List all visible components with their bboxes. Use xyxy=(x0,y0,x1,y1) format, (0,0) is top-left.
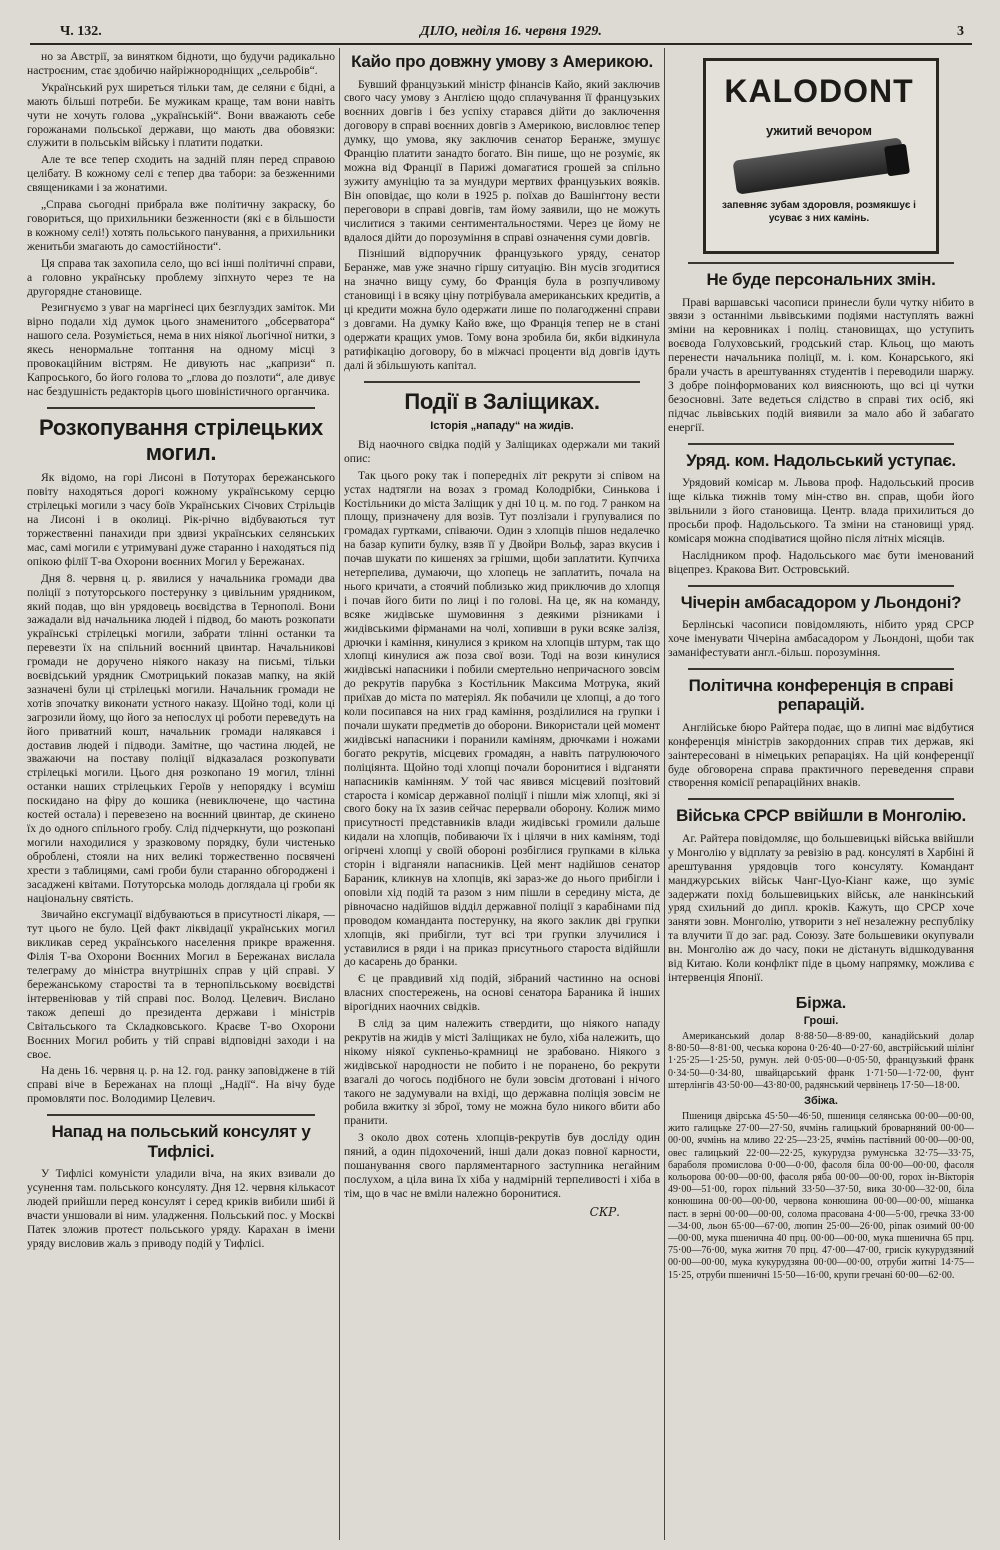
article-separator xyxy=(688,262,954,264)
paragraph: Так цього року так і попередніх літ рекрути зі співом на устах надтягли на возах з громад Колодрібки, Синькова і Костільники до міста Заліщик у дні 10 ц. м. по год. 7 ранком на площу, призначену для возів. Тут позлізали і групувалися по громадах гуртками, співаючи. Один з хлопців пішов недалечко на базар купити булку, взяв її у Двойри Вольф, зараз вкусив і почав шукати по кишенях за грішми, щоби заплатити. Купчиха нетерпелива, думаючи, що хлопець не заплатить, почала на нього кричати, а стоячий поблизько жид приключив до хлопця і почав його бити по лиці і по голові. На це, як на команду, всяке жидівське шумовиння з деякими різниками і жидівськими фірманами на чолі, хопивши в руки всяке залізя, дрючки і каміння, кинулися з криком на хлопців штурм, так що хлопці кинулися аж поза свої вози. Тоді на вози кинулися жидівські напасники і побили смертельно непричасного зовсім до рекрутів парубка з Костільник Максима Мотрука, який приїхав до міста по матеріял. Як побачили це хлопці, а до того коли посипався на них град каміння, розділилися на групки і почали шукати предметів до оборони. Використали цей момент жидівські напасники і поранили каміням, дрючками і ножами богато рекрутів, місцевих громадян, а навіть патрулюючого поліціянта. Щойно тоді хлопці почали боронитися і відганяти напасників камінням. У той час явився місцевий позітовий староста і комісар державної поліції і пішли між хлопці, які зі свого боку на їх зазив сейчас перервали оборону. Колиж мимо присутності представників влади жидівські громили дальше кидали на хлопців, побиваючи їх і цілячи в них каміням, тоді огірчені хлопці у своїй обороні розбіглися групками в кілька сторін і відганяли напасників. Цей мент надійшов сенатор Бараник, кликнув на хлопців, які зараз-же до нього прибігли і оповіли хід подій та разом з ним пішли в середину міста, де рівночасно надійшов відділ державної поліції з карабінами під проводом команданта постерунку, на якого заклик дві групки хлопців, які прибігли, тут всі три групки злучилися і уставилися в ряди і на приказ присутнього староста відійшли до касарень до бранки. xyxy=(344,468,660,969)
paragraph: но за Австрії, за винятком бідноти, що будучи радикально настроєним, стає здобичю найріжнородніщих „сельробів“. xyxy=(27,50,335,77)
paragraph: Але те все тепер сходить на задній плян перед справою целібату. В кожному селі є тепер два табори: за безженними священиками і за жонатими. xyxy=(27,153,335,195)
paragraph: Ця справа так захопила село, що всі інші політичні справи, а головно українську проблему зіпхнуто через те на другорядне становище. xyxy=(27,256,335,298)
headline-tiflis: Напад на польський консулят у Тифлісі. xyxy=(51,1122,311,1161)
column-rule xyxy=(664,48,665,1540)
paragraph: Є це правдивий хід подій, зібраний частинно на основі власних спостережень, на основі сенатора Бараника й інших вірогідних наочних свідків. xyxy=(344,972,660,1014)
article-separator xyxy=(364,381,640,383)
masthead-date: ДІЛО, неділя 16. червня 1929. xyxy=(420,24,602,39)
subheadline: Історія „нападу“ на жидів. xyxy=(430,419,574,432)
paragraph: Наслідником проф. Надольського має бути іменований віцепрез. Кракова Вит. Островський. xyxy=(668,548,974,576)
signature: СКР. xyxy=(589,1204,620,1219)
header-rule xyxy=(30,43,972,45)
headline-mongolia: Війська СРСР ввійшли в Монголію. xyxy=(676,806,966,826)
paragraph: Пізніший відпоручник французького уряду, сенатор Беранже, мав уже значно гіршу ситуацію. Він мусів згодитися на значно вищу суму, бо Франція була в розпучливому становищі і в всяку ціну потрібувала американських кредитів, а ці кредити можна було одержати лише по полагодженні справи з довгами. На думку Кайо вже, що Франція тепер не в стані одержати кращих умов. Тому вона зробила би, якби відкинула ратифікацію договору, бо в міжчасі проценти від довгів ідуть далі й збільшують капітал. xyxy=(344,247,660,372)
ad-footer: запевняє зубам здоровля, розмякшує і усуває з них камінь. xyxy=(722,200,916,224)
page-header xyxy=(30,22,972,44)
article-separator xyxy=(688,443,954,445)
bourse-title: Біржа. xyxy=(795,994,847,1012)
paragraph: Бувший французький міністр фінансів Кайо, який заключив свого часу умову з Англією щодо сплачування її французьких воєнних довгів і без успіху старався дійти до заключення договору в справі воєнних довгів з Америкою, висловлює тепер думку, що умова, яку заключив сенатор Беранже, змушує Францію платити занадто богато. Він пише, що не розуміє, як можна від Франції в Парижі домагатися грошей за спільно зужиту амуніцію та за мундури мертвих французьких вояків. Він оповідає, що коли в 1925 р. поїхав до Вашінґтону вести переговори в справі довгів, там йому заявили, що не можуть числитися з такими сентиментальностями. Через це йому не вдалося дійти до порозуміння в справі означення суми довгів. xyxy=(344,77,660,244)
bourse-money-heading: Гроші. xyxy=(803,1014,839,1027)
paragraph: Звичайно ексгумації відбуваються в присутності лікаря, — тут цього не було. Цей факт ліквідації українських могил викликав серед українського населення прикре враження. Філія Т-ва Охорони Воєнних Могил в Бережанах вислала телеграму до міністра внутрішніх справ у цій справі. У бережанському старостві та в тернопільському воєвідстві інтервеніював у тій справі пос. Волод. Целевич. Вислано також депеші до президента держави і міністрів Світальського та Складковського. Краєве Т-во Охорони Воєнних Могил робить у тій справі відповідні заходи і на своє. xyxy=(27,908,335,1061)
ad-logo: KALODONT xyxy=(724,73,914,109)
article-separator xyxy=(688,798,954,800)
ad-tagline: ужитий вечором xyxy=(765,123,873,138)
paragraph: У Тифлісі комуністи уладили віча, на яких взивали до усунення там. польського консуляту. Дня 12. червня кількасот людей прийшли перед консулят і серед криків вибили шибі й вчасти уншовали ві ним. уладження. Польський пос. у Москві Патек зложив протест польського уряду. Карахан в імени уряду висловив жаль з приводу подій у Тифлісі. xyxy=(27,1167,335,1250)
paragraph: Резигнуємо з уваг на маргінесі цих безглуздих заміток. Ми вірно подали хід думок цього знаменитого „обсерватора“ нашого села. Розуміється, нема в них ніякої льогічної нитки, з якесь ненормальне топтання на одному місці з провокаційним вістрям. Не дивують нас „капризи“ п. Капроського, бо його голова то „глова до позлоти“, але дивує нас бездушність редакторів цього шовіністичного органчика. xyxy=(27,301,335,398)
paragraph: Урядовий комісар м. Львова проф. Надольський просив іще кілька тижнів тому мін-ство вн. справ, щоби його звільнили з його становища. Центр. влада прихилиться до просьби проф. Надольського. Та зміни на становищі уряд. комісаря можна сподіватися щойно після літніх місяців. xyxy=(668,476,974,545)
article-separator xyxy=(688,668,954,670)
column-3 xyxy=(668,50,974,1540)
paragraph: Англійське бюро Райтера подає, що в липні має відбутися конференція міністрів закордонних справ тих держав, які заінтересовані в німецьких репараціях. На цій конференції буде обговорена справа практичного переведення справи створення комісії репараційних внаків. xyxy=(668,720,974,790)
paragraph: Дня 8. червня ц. р. явилися у начальника громади два поліції з потуторського постерунку з цивільним урядником, який подав, що він урядовець воєвідства в Тернополі. Вони зажадали від начальника людей і підвод, бо мають розкопати українські стрілецькі могили, забрати тлінні останки та перевезти їх на спільний воєнний цвинтар. Начальникові громади не доручено ніякого наказу на письмі, тільки воєвідський урядник Смотрицький показав мапку, на якій зазначені були ці стрілецькі могили. Начальник громади не хотів зпочатку виконати устного наказу. Щойно тоді, коли ці загрозили йому, що його за непослух ці роботи переведуть на його приватний кошт, начальник громади налякався і доставив людей і підводи. Замітне, що частина людей, не зважаючи на поставу поліції відказалася розкопувати стрілецькі могили. Цього дня розкопано 19 могил, тлінні останки наших стрілецьких Героїв у непорядку і всуміш поскидано на фіру до кошика (невиключене, що частина костей остала) і перевезено на воєнний цвинтар, де скинено їх до одного спільного гробу. Слід підчеркнути, що розкопані могили находилися у зразковому порядку, були чистенько оброблені, стояли на них великі торжественно посвячені хрести з таблицями, самі гроби були старанно обгороджені і засаджені квітами. Потуторська молодь доглядала ці гроби як національну святість. xyxy=(27,571,335,905)
bourse-money: Американський долар 8·88·50—8·89·00, канадійський долар 8·80·50—8·81·00, чеська корона 0·26·40—0·27·60, австрійський шілінґ 1·25·25—1·25·50, румун. лей 0·05·00—0·05·50, французький франк 0·34·50—0·34·80, швайцарський франк 1·71·50—1·72·00, фунт штерлінгів 43·50·00—43·80·00, радянський червінець 17·50—18·00. xyxy=(668,1030,974,1091)
headline-caillaux: Кайо про довжну умову з Америкою. xyxy=(351,52,653,71)
paragraph: Як відомо, на горі Лисоні в Потуторах бережанського повіту находяться дорогі кожному українському серцю стрілецькі могили з часу боїв Українських Січових Стрільців на Лисоні і в околиці. Рік-річно відбуваються тут торжественні панахиди при здвизі українських селянських мас, самі могили є утримувані дуже старанно і находяться під опікою філії Т-ва Охорони воєнних Могил у Бережанах. xyxy=(27,471,335,568)
toothpaste-tube-icon xyxy=(732,137,905,194)
headline-nadolsky: Уряд. ком. Надольський уступає. xyxy=(686,450,956,470)
paragraph: Український рух ширеться тільки там, де селяни є бідні, а мають більші потреби. Бе мужикам краще, там вони навіть чути не хочуть голова „українській“. Вони вважають себе горожанами польської держави, що мають два обовязки: служити в польськім війську і платити податки. xyxy=(27,80,335,150)
paragraph: Від наочного свідка подій у Заліщиках одержали ми такий опис: xyxy=(344,437,660,465)
article-separator xyxy=(47,1114,315,1116)
column-1 xyxy=(27,50,335,1540)
paragraph: „Справа сьогодні прибрала вже політичну закраску, бо говориться, що прихильники безженности (які є в більшости в кожному селі!) хотять польського панування, а прихильники женитьби змагають до самостійности“. xyxy=(27,198,335,253)
bourse-grain-heading: Збіжа. xyxy=(804,1094,838,1107)
paragraph: З около двох сотень хлопців-рекрутів був досліду один пяний, а один підохочений, інші дали доказ повної карности, пошанування свого парляментарного заступника негайним послухом, а ціла вина їх хіба у надмірній терпеливості і хіба в тім, що в час не вміли належно боронитися. xyxy=(344,1131,660,1200)
headline-graves: Розкопування стрілецьких могил. xyxy=(39,414,323,466)
paragraph: Аг. Райтера повідомляє, що большевицькі війська ввійшли у Монголію у відплату за ревізію в рад. консуляті в Харбіні й арештування урядовців того консуляту. Командант манджурських військ Чанг-Цуо-Кіанг каже, що зуміє задержати похід большевицьких військ, але нанкінський уряд схильний до дипл. кроків. Кажуть, що СРСР хоче заняти зовн. Монголію, утворити з неї незалежну республіку та влучити її до заг. рад. Союзу. Зате большевики окупували вн. Монголію аж до часу, поки не дістануть відшкодування від Китаю. Коли конфлікт піде в цьому напрямку, можлива є інтервенція Японії. xyxy=(668,831,974,984)
article-separator xyxy=(688,585,954,587)
paragraph: Берлінські часописи повідомляють, нібито уряд СРСР хоче іменувати Чічеріна амбасадором у Льондоні, щоби так заманіфестувати англ.-більш. порозуміння. xyxy=(668,618,974,659)
paragraph: В слід за цим належить ствердити, що ніякого нападу рекрутів на жидів у місті Заліщиках не було, хіба належить, що нікому ніякої сукпеньо-крамниці не зрабовано. Ніякого з жидівської народности не побито і не поранено, бо рекрути взагалі до чогось подібного не були зовсім дготовані і нічого такого не задумували на вхіді, що державна поліція зовсім не робила вжитку зі зброї, тому не можна було никого вбити або пранити. xyxy=(344,1017,660,1128)
tube-cap-icon xyxy=(884,144,910,177)
headline-chicherin: Чічерін амбасадором у Льондоні? xyxy=(680,592,962,612)
page-number: 3 xyxy=(957,24,964,39)
headline-zalishchyky: Події в Заліщиках. xyxy=(404,388,600,414)
column-rule xyxy=(339,48,340,1540)
headline-reparations: Політична конференція в справі репарацій. xyxy=(688,675,954,715)
column-2 xyxy=(344,50,660,1540)
kalodont-advertisement xyxy=(703,58,939,254)
bourse-grain: Пшениця двірська 45·50—46·50, пшениця селянська 00·00—00·00, жито галицьке 27·00—27·50, ячмінь галицький броварняний 00·00—00·00, ячмінь на мливо 22·25—23·25, ячмінь пастівний 00·00—00·00, овес галицький 22·00—22·25, кукурудза румунська 32·75—33·75, бараболя промислова 0·00—0·00, фасоля біла 00·00—00·00, фасоля кольорова 00·00—00·00, фасоля ряба 00·00—00·00, горох ін-Вікторія 49·00—51·00, горох пільний 33·50—37·50, вика 30·00—32·00, біла конюшина 00·00—00·00, червона конюшина 00·00—00·00, мішанка паст. в зерні 00·00—00·00, солома прасована 4·00—5·00, гречка 33·00—34·00, льон 65·00—67·00, люпин 25·00—26·00, ріпак озимий 00·00—00·00, мука пшенична 40 прц. 00·00—00·00, мука пшенична 65 прц. 75·00—76·00, мука житня 70 прц. 47·00—47·00, грисік кукурудзяний 00·00—00·00, мука кукурудзяна 00·00—00·00, отруби житні 14·75—15·25, отруби пшеничні 15·50—16·00, крупи гречані 60·00—62·00. xyxy=(668,1110,974,1281)
paragraph: На день 16. червня ц. р. на 12. год. ранку заповіджене в тій справі віче в Бережанах на площі „Надії“. На вічу буде промовляти пос. Володимир Целевич. xyxy=(27,1064,335,1106)
article-separator xyxy=(47,407,315,409)
paragraph: Праві варшавські часописи принесли були чутку нібито в звязи з останніми львівськими подіями наступлять важні зміни на керовниках і поліц. становищах, що уступить воєвода Голуховський, гродський стар. Кльоц, що мають перенести начальника поліції, м. і. ком. Конарського, які брали участь в арештуваннях студентів і переводили шаржу. З добре поінформованих кол вияснюють, що всі ці чутки безосновні. Зате ведеться слідство в справі тих осіб, які підчас львівських подій виявили за мало або й забагато енергії. xyxy=(668,295,974,434)
issue-number: Ч. 132. xyxy=(60,24,102,39)
headline-no-changes: Не буде персональних змін. xyxy=(706,270,936,289)
